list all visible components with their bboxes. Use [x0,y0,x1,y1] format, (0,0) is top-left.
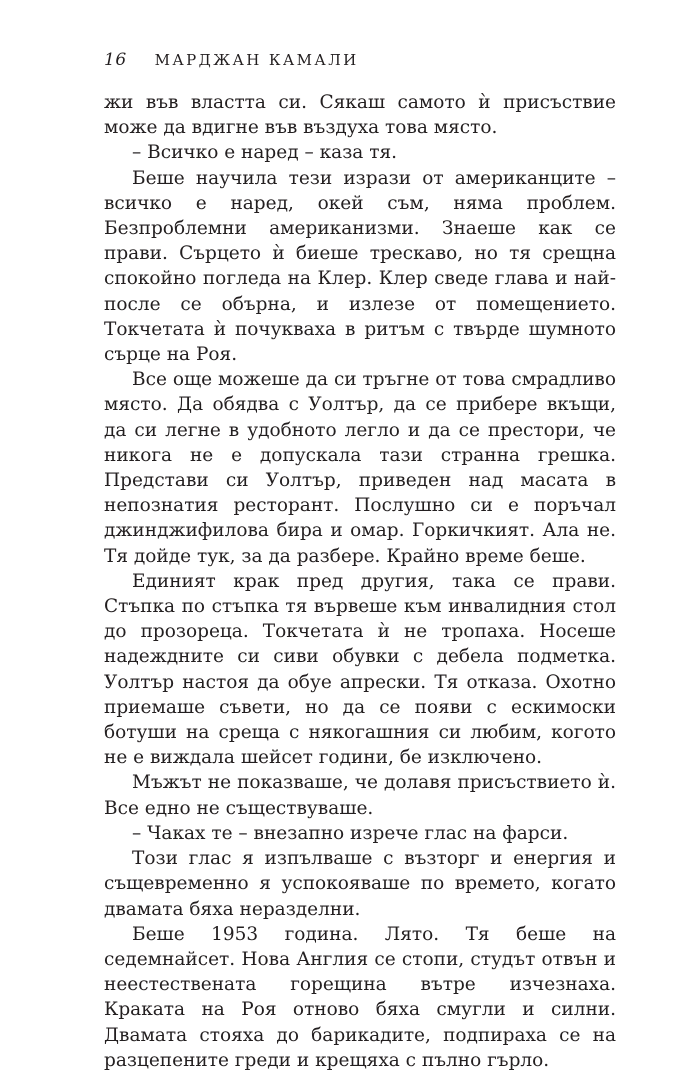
body-text [104,90,616,1073]
paragraph: Беше 1953 година. Лято. Тя беше на седемнайсет. Нова Англия се стопи, студът отвън и неестествената горещина вътре изчезнаха. Краката на Роя отново бяха смугли и силни. Двамата стояха до барикадите, подпираха се на разцепените греди и крещяха с пълно гърло. [104,923,616,1071]
running-head [104,50,359,76]
paragraph: Този глас я изпълваше с възторг и енергия и същевременно я успокояваше по времето, когато двамата бяха неразделни. [104,848,616,920]
paragraph: Единият крак пред другия, така се прави. Стъпка по стъпка тя вървеше към инвалидния стол до прозореца. Токчетата ѝ не тропаха. Носеше надеждните си сиви обувки с дебела подметка. Уолтър настоя да обуе апрески. Тя отказа. Охотно приемаше съвети, но да се появи с ескимоски ботуши на среща с някогашния си любим, когото не е виждала шейсет години, бе изключено. [104,570,616,769]
page-number: 16 [104,50,127,70]
paragraph: Беше научила тези изрази от американците – всичко е наред, окей съм, няма проблем. Безпроблемни американизми. Знаеше как се прави. Сърцето ѝ биеше трескаво, но тя срещна спокойно погледа на Клер. Клер сведе глава и най-после се обърна, и излезе от помещението. Токчетата ѝ почукваха в ритъм с твърде шумното сърце на Роя. [104,167,616,366]
author-name: МАРДЖАН КАМАЛИ [154,51,359,69]
paragraph: Мъжът не показваше, че долавя присъствието ѝ. Все едно не съществуваше. [104,772,616,819]
dialogue-line: – Всичко е наред – каза тя. [132,142,397,164]
paragraph: жи във властта си. Сякаш самото ѝ присъствие може да вдигне във въздуха това място. [104,92,616,139]
dialogue-line: – Чаках те – внезапно изрече глас на фарси. [132,822,569,844]
paragraph: Все още можеше да си тръгне от това смрадливо място. Да обядва с Уолтър, да се прибере вкъщи, да си легне в удобното легло и да се престори, че никога не е допускала тази странна грешка. Представи си Уолтър, приведен над масата в непознатия ресторант. Послушно си е поръчал джинджифилова бира и омар. Горкичкият. Ала не. Тя дойде тук, за да разбере. Крайно време беше. [104,369,616,567]
